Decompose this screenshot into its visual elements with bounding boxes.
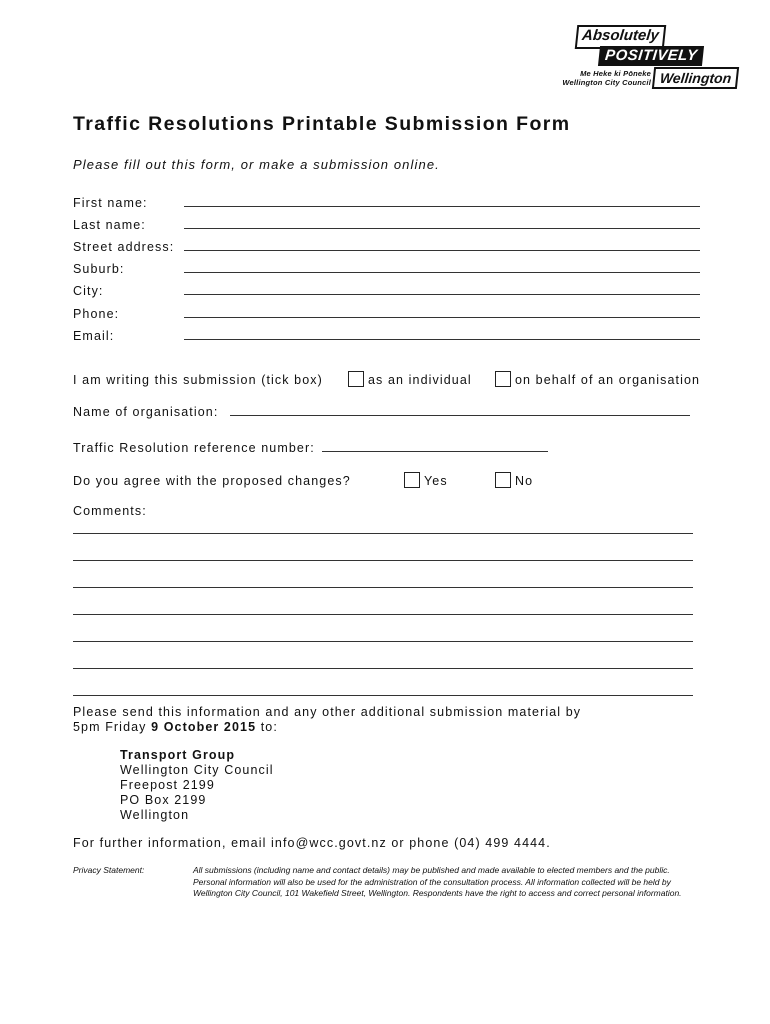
- comments-line[interactable]: [73, 614, 693, 615]
- individual-checkbox[interactable]: [348, 371, 364, 387]
- comments-line[interactable]: [73, 560, 693, 561]
- organisation-checkbox[interactable]: [495, 371, 511, 387]
- address-line: Wellington City Council: [120, 763, 274, 777]
- suburb-label: Suburb:: [73, 262, 125, 276]
- privacy-statement: All submissions (including name and contact details) may be published and made available to elected members and the public. Personal information will also be used for the administration of the consultation process. All information collected will be held by Wellington City Council, 101 Wakefield Street, Wellington. Respondents have the right to access and correct personal information.: [193, 865, 682, 898]
- wcc-logo: [543, 25, 743, 87]
- individual-option-label: as an individual: [368, 373, 472, 387]
- comments-line[interactable]: [73, 587, 693, 588]
- no-option-label: No: [515, 474, 534, 488]
- organisation-name-field[interactable]: [230, 415, 690, 416]
- comments-label: Comments:: [73, 504, 147, 518]
- intro-text: Please fill out this form, or make a submission online.: [73, 157, 440, 172]
- agree-question-label: Do you agree with the proposed changes?: [73, 474, 351, 488]
- comments-line[interactable]: [73, 668, 693, 669]
- phone-field[interactable]: [184, 317, 700, 318]
- yes-option-label: Yes: [424, 474, 448, 488]
- city-label: City:: [73, 284, 104, 298]
- street-address-field[interactable]: [184, 250, 700, 251]
- no-checkbox[interactable]: [495, 472, 511, 488]
- last-name-label: Last name:: [73, 218, 146, 232]
- further-info: For further information, email info@wcc.govt.nz or phone (04) 499 4444.: [73, 836, 551, 850]
- reference-number-label: Traffic Resolution reference number:: [73, 441, 315, 455]
- first-name-field[interactable]: [184, 206, 700, 207]
- logo-council-name: Me Heke ki Pōneke Wellington City Council: [562, 69, 651, 87]
- logo-positively: POSITIVELY: [598, 46, 704, 66]
- suburb-field[interactable]: [184, 272, 700, 273]
- yes-checkbox[interactable]: [404, 472, 420, 488]
- street-address-label: Street address:: [73, 240, 175, 254]
- reference-number-field[interactable]: [322, 451, 548, 452]
- page-title: Traffic Resolutions Printable Submission Form: [73, 113, 571, 135]
- organisation-option-label: on behalf of an organisation: [515, 373, 701, 387]
- organisation-name-label: Name of organisation:: [73, 405, 219, 419]
- comments-line[interactable]: [73, 695, 693, 696]
- address-name: Transport Group: [120, 748, 236, 762]
- address-line: Wellington: [120, 808, 190, 822]
- postal-address: [120, 748, 274, 823]
- deadline-date: 9 October 2015: [151, 720, 257, 734]
- email-field[interactable]: [184, 339, 700, 340]
- email-label: Email:: [73, 329, 115, 343]
- address-line: PO Box 2199: [120, 793, 207, 807]
- city-field[interactable]: [184, 294, 700, 295]
- logo-wellington: Wellington: [652, 67, 740, 89]
- comments-line[interactable]: [73, 533, 693, 534]
- send-line-2: 5pm Friday 9 October 2015 to:: [73, 720, 278, 734]
- privacy-label: Privacy Statement:: [73, 865, 145, 875]
- address-line: Freepost 2199: [120, 778, 215, 792]
- logo-absolutely: Absolutely: [575, 25, 666, 49]
- comments-line[interactable]: [73, 641, 693, 642]
- last-name-field[interactable]: [184, 228, 700, 229]
- writing-as-label: I am writing this submission (tick box): [73, 373, 323, 387]
- first-name-label: First name:: [73, 196, 148, 210]
- send-line-1: Please send this information and any other additional submission material by: [73, 705, 582, 719]
- phone-label: Phone:: [73, 307, 120, 321]
- send-instructions: [73, 705, 581, 735]
